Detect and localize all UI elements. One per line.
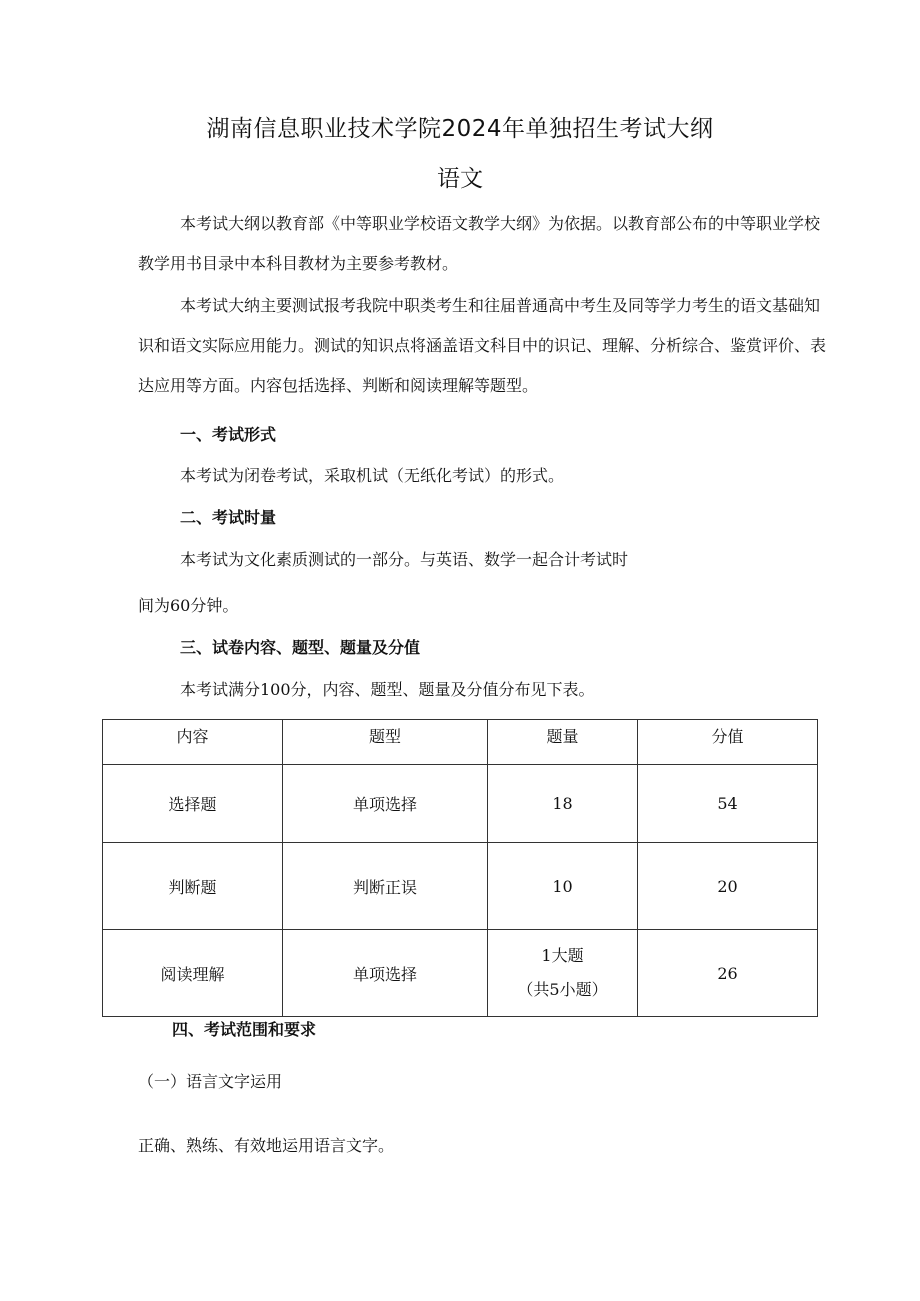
section-3-body: 本考试满分100分，内容、题型、题量及分值分布见下表。	[180, 680, 595, 699]
table-row	[103, 930, 818, 1017]
table-cell-count-line-2: （共5小题）	[517, 980, 608, 999]
section-1-heading: 一、考试形式	[180, 425, 277, 444]
intro-paragraph-2-text: 本考试大纳主要测试报考我院中职类考生和往届普通高中考生及同等学力考生的语文基础知识和语文实际应用能力。测试的知识点将涵盖语文科目中的识记、理解、分析综合、鉴赏评价、表达应用等方面。内容包括选择、判断和阅读理解等题型。	[138, 296, 827, 395]
table-cell-score: 20	[638, 843, 818, 930]
table-row	[103, 843, 818, 930]
table-cell-count	[488, 930, 638, 1017]
table-cell-type: 单项选择	[283, 930, 488, 1017]
section-1-body: 本考试为闭卷考试，采取机试（无纸化考试）的形式。	[180, 466, 565, 485]
table-cell-type: 单项选择	[283, 765, 488, 843]
table-cell-score: 26	[638, 930, 818, 1017]
table-header-cell: 内容	[103, 720, 283, 765]
intro-paragraph-1	[138, 204, 828, 284]
section-4-sub-1-body: 正确、熟练、有效地运用语言文字。	[138, 1136, 395, 1155]
document-subtitle: 语文	[437, 166, 483, 192]
table-cell-score: 54	[638, 765, 818, 843]
section-2-body-line-2: 间为60分钟。	[138, 596, 239, 615]
section-2-heading: 二、考试时量	[180, 508, 277, 527]
table-header-row	[103, 720, 818, 765]
intro-paragraph-1-text: 本考试大纲以教育部《中等职业学校语文教学大纲》为依据。以教育部公布的中等职业学校教学用书目录中本科目教材为主要参考教材。	[138, 214, 821, 273]
section-4-subheading-1: （一）语言文字运用	[138, 1072, 283, 1091]
table-header-cell: 题型	[283, 720, 488, 765]
table-cell-content: 选择题	[103, 765, 283, 843]
intro-paragraph-2	[138, 286, 828, 406]
table-cell-count-line-1: 1大题	[541, 946, 584, 965]
table-cell-count: 10	[488, 843, 638, 930]
table-header-cell: 分值	[638, 720, 818, 765]
table-cell-content: 判断题	[103, 843, 283, 930]
score-distribution-table	[102, 719, 818, 1017]
section-3-heading: 三、试卷内容、题型、题量及分值	[180, 638, 421, 657]
table-cell-content: 阅读理解	[103, 930, 283, 1017]
section-4-heading: 四、考试范围和要求	[172, 1020, 317, 1039]
section-2-body-line-1: 本考试为文化素质测试的一部分。与英语、数学一起合计考试时	[180, 550, 629, 569]
document-title: 湖南信息职业技术学院2024年单独招生考试大纲	[206, 116, 714, 142]
table-cell-type: 判断正误	[283, 843, 488, 930]
table-row	[103, 765, 818, 843]
table-cell-count: 18	[488, 765, 638, 843]
table-header-cell: 题量	[488, 720, 638, 765]
